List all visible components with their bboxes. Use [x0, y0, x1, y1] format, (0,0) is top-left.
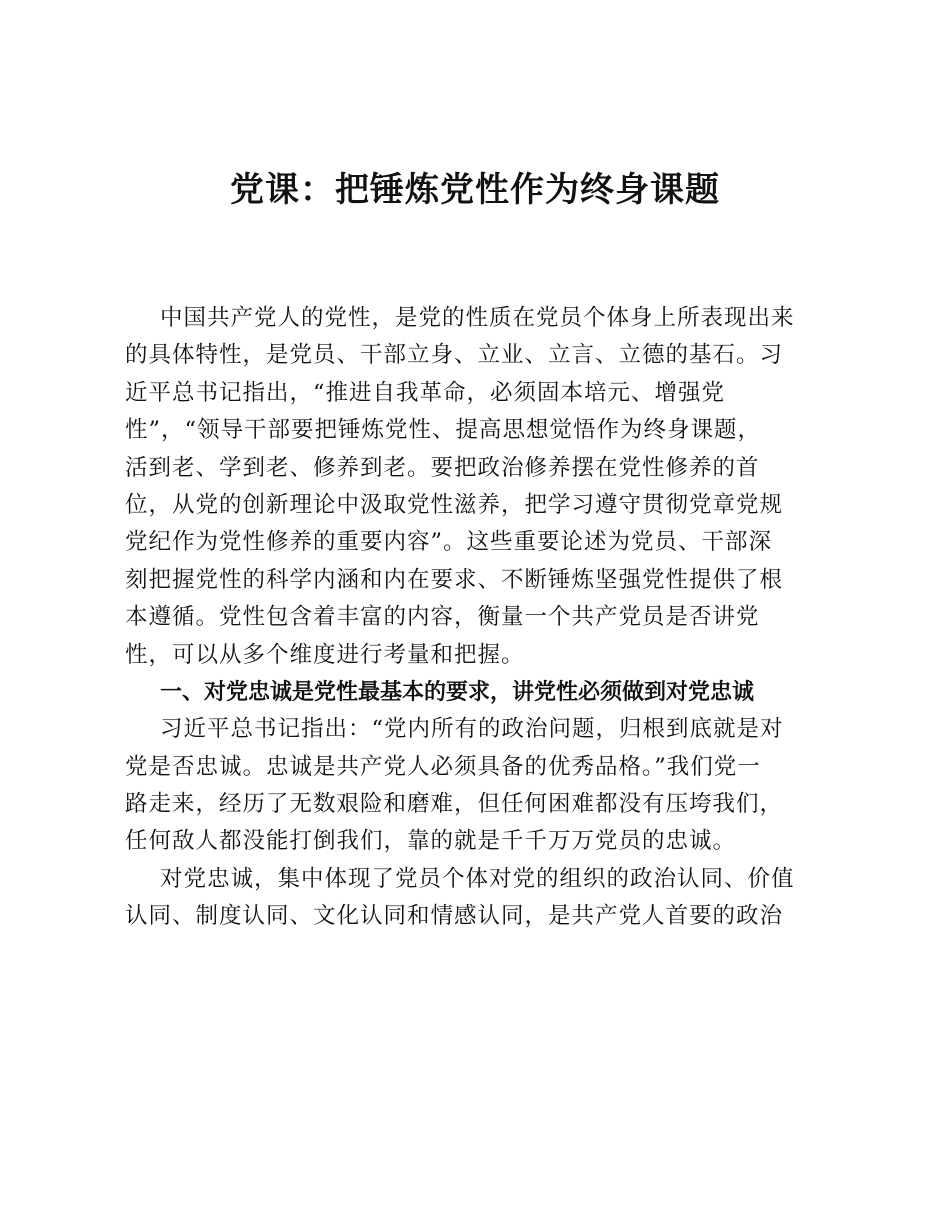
document-title: 党课：把锤炼党性作为终身课题: [230, 170, 720, 210]
paragraph-2-line: 习近平总书记指出：“党内所有的政治问题，归根到底就是对: [160, 716, 784, 743]
paragraph-1-line: 刻把握党性的科学内涵和内在要求、不断锤炼坚强党性提供了根: [125, 566, 784, 593]
paragraph-1-line: 性，可以从多个维度进行考量和把握。: [125, 641, 525, 668]
document-body: [125, 300, 825, 936]
paragraph-2-line: 任何敌人都没能打倒我们，靠的就是千千万万党员的忠诚。: [125, 828, 737, 855]
paragraph-1-line: 本遵循。党性包含着丰富的内容，衡量一个共产党员是否讲党: [125, 604, 760, 631]
section-heading: 一、对党忠诚是党性最基本的要求，讲党性必须做到对党忠诚: [160, 679, 755, 705]
paragraph-2-line: 党是否忠诚。忠诚是共产党人必须具备的优秀品格。”我们党一: [125, 753, 761, 780]
paragraph-1-line: 位，从党的创新理论中汲取党性滋养，把学习遵守贯彻党章党规: [125, 491, 784, 518]
paragraph-1-line: 性”，“领导干部要把锤炼党性、提高思想觉悟作为终身课题，: [125, 417, 762, 444]
paragraph-1-line: 活到老、学到老、修养到老。要把政治修养摆在党性修养的首: [125, 454, 760, 481]
paragraph-1-line: 党纪作为党性修养的重要内容”。这些重要论述为党员、干部深: [125, 529, 773, 556]
paragraph-1-line: 中国共产党人的党性，是党的性质在党员个体身上所表现出来: [160, 305, 795, 331]
paragraph-2-line: 路走来，经历了无数艰险和磨难，但任何困难都没有压垮我们，: [125, 791, 784, 818]
paragraph-3-line: 对党忠诚，集中体现了党员个体对党的组织的政治认同、价值: [160, 865, 795, 892]
paragraph-1-line: 近平总书记指出，“推进自我革命，必须固本培元、增强党: [125, 379, 726, 406]
paragraph-3-line: 认同、制度认同、文化认同和情感认同，是共产党人首要的政治: [125, 903, 784, 930]
paragraph-1-line: 的具体特性，是党员、干部立身、立业、立言、立德的基石。习: [125, 342, 784, 369]
